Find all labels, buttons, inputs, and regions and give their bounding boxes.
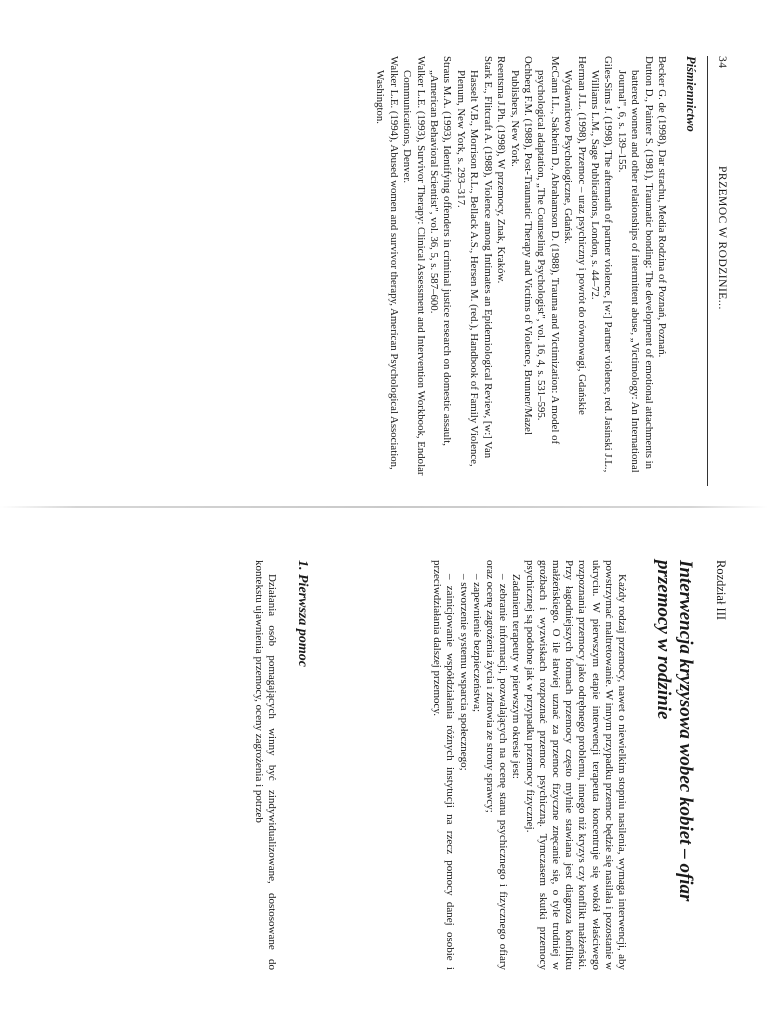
chapter-body — [430, 560, 628, 970]
header-rule — [707, 56, 708, 486]
chapter-title: Interwencja kryzysowa wobec kobiet – ofiar przemocy w rodzinie — [653, 560, 696, 902]
section-heading: 1. Pierwsza pomoc — [295, 560, 310, 667]
reference-item: Becker G. de (1998), Dar strachu, Media Rodzina of Poznań, Poznań. — [656, 56, 668, 358]
task-item: – zainicjowanie współdziałania różnych instytucji na rzecz pomocy danej osobie i przeciwdziałania dalszej przemocy. — [431, 560, 457, 970]
running-head-title: PRZEMOC W RODZINIE... — [716, 166, 728, 310]
task-item: – zebranie informacji, pozwalających na ocenę stanu psychicznego i fizycznego ofiary oraz ocenę zagrożenia życia i zdrowia ze strony sprawcy; — [483, 560, 510, 970]
right-page — [0, 540, 768, 980]
chapter-label: Rozdział III — [714, 560, 728, 621]
task-item: – zapewnienie bezpieczeństwa; — [470, 574, 483, 713]
reference-item: Herman J.L. (1998), Przemoc – uraz psychiczny i powrót do równowagi, Gdańskie Wydawnictwo Psychologiczne, Gdańsk. — [562, 56, 588, 415]
page-number: 34 — [716, 56, 728, 69]
reference-item: Dutton D., Painter S. (1981), Traumatic bonding: The development of emotional attachments in battered women and other relationships of intermittent abuse, „Victimology: An International Journal", 6, s. 139–155. — [615, 56, 655, 473]
reference-item: Walker L.E. (1993), Survivor Therapy: Clinical Assessment and Intervention Workbook, Endolar Communications, Denver. — [401, 56, 427, 476]
body-paragraph: Każdy rodzaj przemocy, nawet o niewielkim stopniu nasilenia, wymaga interwencji, aby powstrzymać maltretowanie. W innym przypadku przemoc będzie się nasilała i pozostanie w ukryciu. W pierwszym etapie interwencji terapeuta koncentruje się wokół właściwego rozpoznania przemocy jako odrębnego problemu, innego niż kryzys czy konflikt małżeński. Przy łagodniejszych formach przemocy często mylnie stawiana jest diagnoza konfliktu małżeńskiego. O ile łatwiej uznać za przemoc fizyczne znęcanie się, o tyle trudniej w groźbach i wyzwiskach rozpoznać przemoc psychiczną. Tymczasem skutki przemocy psychicznej są podobne jak w przypadku przemocy fizycznej. — [523, 560, 628, 970]
body-paragraph: Zadaniem terapeuty w pierwszym okresie jest: — [510, 574, 523, 779]
reference-item: Stark E., Flitcraft A. (1988), Violence among Intimates an Epidemiological Review, [w:] Van Hasselt V.B., Morrison R.L., Bellack A.S., Hersen M. (red.), Handbook of Family Violence, Plenum, New York, s. 293–317. — [454, 56, 494, 467]
task-item: – stworzenie systemu wsparcia społecznego; — [457, 574, 470, 771]
book-gutter — [0, 506, 768, 508]
reference-item: Straus M.A. (1993), Identifying offenders in criminal justice research on domestic assault, „American Behavioral Scientist", vol. 36, 5, s. 587–600. — [428, 56, 454, 446]
section-body — [252, 560, 278, 970]
body-paragraph: Działania osób pomagających winny być zindywidualizowane, dostosowane do kontekstu ujawnienia przemocy, oceny zagrożenia i potrzeb — [252, 560, 278, 970]
reference-item: Giles-Sims J. (1998), The aftermath of partner violence, [w:] Partner violence, red. Jasinski J.L., Williams L.M., Sage Publications, London, s. 44–72. — [588, 56, 615, 473]
left-page — [0, 56, 768, 486]
reference-item: Walker L.E. (1994), Abused women and survivor therapy, American Psychological Association, Washington. — [374, 56, 400, 470]
references-heading: Piśmiennictwo — [684, 56, 698, 132]
reference-item: Reentsma J.Ph. (1998), W przemocy, Znak, Kraków. — [495, 56, 508, 284]
reference-item: McCann I.L., Sakheim D., Abrahamson D. (1988), Trauma and Victimization: A model of psychological adaptation, „The Counseling Psychologist", vol. 16, 4, s. 531–595. — [535, 56, 561, 445]
reference-list — [373, 56, 668, 476]
reference-item: Ochberg F.M. (1988), Post-Traumatic Therapy and Victims of Violence, Brunner/Mazel Publishers, New York. — [508, 56, 534, 435]
running-head — [710, 56, 728, 486]
